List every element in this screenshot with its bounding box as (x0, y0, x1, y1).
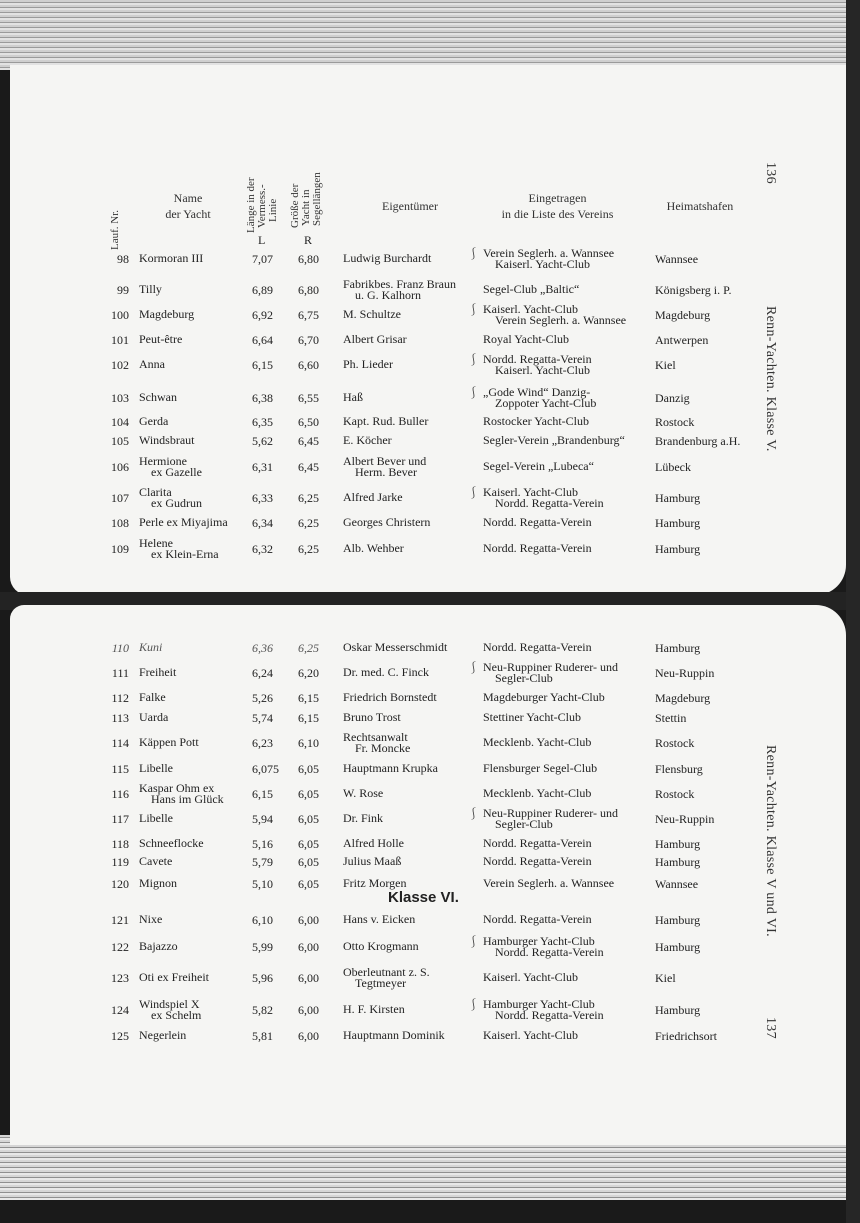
length-value: 5,81 (252, 1029, 273, 1043)
header-eingetragen-line1: Eingetragen (528, 191, 587, 205)
length-value: 5,82 (252, 1003, 273, 1017)
size-value: 6,15 (298, 711, 319, 725)
length-value: 5,79 (252, 855, 273, 869)
club-name: Nordd. Regatta-Verein (483, 836, 592, 850)
yacht-name: Libelle (139, 811, 173, 825)
size-value: 6,05 (298, 855, 319, 869)
page-number-137: 137 (763, 1017, 778, 1039)
owner-name: H. F. Kirsten (343, 1002, 405, 1016)
home-port: Hamburg (655, 837, 701, 851)
club-name: Nordd. Regatta-Verein (483, 515, 592, 529)
owner-name: Georges Christern (343, 515, 431, 529)
size-value: 6,10 (298, 736, 319, 750)
size-value: 6,25 (298, 516, 319, 530)
owner-name: Hauptmann Krupka (343, 761, 438, 775)
club-name (483, 387, 596, 409)
club-name: Mecklenb. Yacht-Club (483, 786, 592, 800)
yacht-name-line: Helene (139, 536, 173, 550)
row-number: 118 (111, 837, 129, 851)
club-name: Kaiserl. Yacht-Club (483, 1028, 578, 1042)
owner-name: Ludwig Burchardt (343, 251, 432, 265)
club-name (483, 808, 618, 830)
brace-icon: ⎰ (468, 936, 479, 948)
owner-name (343, 967, 430, 989)
page-number-136: 136 (763, 162, 778, 184)
club-name-line: Nordd. Regatta-Verein (495, 1008, 604, 1022)
yacht-name-line: ex Klein-Erna (151, 547, 219, 561)
size-value: 6,15 (298, 691, 319, 705)
club-name: Nordd. Regatta-Verein (483, 854, 592, 868)
row-number: 103 (111, 391, 129, 405)
yacht-name: Kormoran III (139, 251, 204, 265)
owner-name-line: Rechtsanwalt (343, 730, 408, 744)
row-number: 99 (117, 283, 129, 297)
length-value: 6,15 (252, 787, 273, 801)
header-name (148, 190, 228, 222)
club-name-line: Verein Seglerh. a. Wannsee (483, 246, 615, 260)
home-port: Königsberg i. P. (655, 283, 732, 297)
club-name: Mecklenb. Yacht-Club (483, 735, 592, 749)
header-laenge-1: Länge in der (245, 177, 257, 233)
club-name-line: Segler-Club (495, 817, 553, 831)
yacht-name: Bajazzo (139, 939, 178, 953)
size-value: 6,00 (298, 940, 319, 954)
home-port: Neu-Ruppin (655, 812, 715, 826)
home-port: Stettin (655, 711, 687, 725)
yacht-name-line: Hans im Glück (151, 792, 224, 806)
club-name: Segel-Verein „Lubeca“ (483, 459, 594, 473)
club-name-line: Kaiserl. Yacht-Club (495, 363, 590, 377)
length-value: 6,33 (252, 491, 273, 505)
club-name: Flensburger Segel-Club (483, 761, 598, 775)
yacht-name: Freiheit (139, 665, 177, 679)
size-value: 6,00 (298, 1003, 319, 1017)
owner-name: Otto Krogmann (343, 939, 419, 953)
header-eigentuemer: Eigentümer (382, 199, 438, 213)
side-title-136: Renn-Yachten. Klasse V. (763, 306, 778, 452)
club-name (483, 662, 618, 684)
brace-icon: ⎰ (468, 354, 479, 366)
header-R: R (304, 233, 313, 247)
yacht-name: Schwan (139, 390, 177, 404)
owner-name-line: Herm. Bever (355, 465, 417, 479)
club-name: Royal Yacht-Club (483, 332, 570, 346)
header-heimatshafen: Heimatshafen (666, 199, 734, 213)
home-port: Rostock (655, 736, 695, 750)
club-name-line: Kaiserl. Yacht-Club (483, 485, 578, 499)
owner-name-line: u. G. Kalhorn (355, 288, 421, 302)
home-port: Antwerpen (655, 333, 709, 347)
header-laenge-2: Vermess.- (256, 184, 268, 228)
header-name-line1: Name (173, 191, 203, 205)
row-number: 110 (111, 641, 129, 655)
club-name: Rostocker Yacht-Club (483, 414, 589, 428)
home-port: Magdeburg (655, 691, 711, 705)
header-groesse-3: Segellängen (311, 172, 323, 226)
owner-name: Friedrich Bornstedt (343, 690, 437, 704)
header-name-line2: der Yacht (165, 207, 211, 221)
yacht-name: Nixe (139, 912, 163, 926)
yacht-name: Peut-être (139, 332, 183, 346)
home-port: Brandenburg a.H. (655, 434, 741, 448)
owner-name: Ph. Lieder (343, 357, 393, 371)
owner-name: Hauptmann Dominik (343, 1028, 445, 1042)
row-number: 102 (111, 358, 129, 372)
length-value: 5,62 (252, 434, 273, 448)
length-value: 6,89 (252, 283, 273, 297)
yacht-name-line: ex Schelm (151, 1008, 202, 1022)
length-value: 6,35 (252, 415, 273, 429)
home-port: Hamburg (655, 516, 701, 530)
owner-name (343, 456, 426, 478)
home-port: Neu-Ruppin (655, 666, 715, 680)
home-port: Magdeburg (655, 308, 711, 322)
row-number: 104 (111, 415, 129, 429)
length-value: 5,96 (252, 971, 273, 985)
club-name-line: Hamburger Yacht-Club (483, 934, 595, 948)
club-name-line: Neu-Ruppiner Ruderer- und (483, 806, 619, 820)
home-port: Hamburg (655, 940, 701, 954)
club-name: Nordd. Regatta-Verein (483, 541, 592, 555)
row-number: 115 (111, 762, 129, 776)
section-title-klasse-vi: Klasse VI. (388, 889, 459, 906)
row-number: 120 (111, 877, 129, 891)
row-number: 111 (111, 666, 129, 680)
row-number: 116 (111, 787, 129, 801)
yacht-name (139, 538, 219, 560)
home-port: Hamburg (655, 913, 701, 927)
yacht-name-line: Clarita (139, 485, 172, 499)
yacht-name: Magdeburg (139, 307, 195, 321)
brace-icon: ⎰ (468, 999, 479, 1011)
brace-icon: ⎰ (468, 487, 479, 499)
yacht-name: Perle ex Miyajima (139, 515, 228, 529)
club-name (483, 304, 626, 326)
owner-name (343, 279, 456, 301)
size-value: 6,80 (298, 283, 319, 297)
club-name (483, 936, 604, 958)
yacht-name: Oti ex Freiheit (139, 970, 209, 984)
length-value: 5,74 (252, 711, 273, 725)
page-shadow-right (846, 0, 860, 1223)
size-value: 6,25 (298, 542, 319, 556)
length-value: 6,32 (252, 542, 273, 556)
home-port: Rostock (655, 415, 695, 429)
length-value: 5,26 (252, 691, 273, 705)
book-edge-top (0, 0, 860, 70)
yacht-name-line: ex Gazelle (151, 465, 202, 479)
header-groesse-2: Yacht in (300, 189, 312, 226)
yacht-name-line: ex Gudrun (151, 496, 202, 510)
size-value: 6,00 (298, 971, 319, 985)
row-number: 123 (111, 971, 129, 985)
owner-name: M. Schultze (343, 307, 401, 321)
owner-name: Albert Grisar (343, 332, 407, 346)
length-value: 5,99 (252, 940, 273, 954)
home-port: Friedrichsort (655, 1029, 717, 1043)
length-value: 6,36 (252, 641, 273, 655)
row-number: 124 (111, 1003, 129, 1017)
yacht-name: Uarda (139, 710, 169, 724)
home-port: Wannsee (655, 252, 699, 266)
owner-name-line: Albert Bever und (343, 454, 427, 468)
size-value: 6,05 (298, 787, 319, 801)
home-port: Flensburg (655, 762, 703, 776)
length-value: 5,94 (252, 812, 273, 826)
club-name: Nordd. Regatta-Verein (483, 640, 592, 654)
row-number: 112 (111, 691, 129, 705)
club-name-line: Neu-Ruppiner Ruderer- und (483, 660, 619, 674)
size-value: 6,05 (298, 812, 319, 826)
owner-name: Dr. med. C. Finck (343, 665, 429, 679)
size-value: 6,05 (298, 762, 319, 776)
header-laenge-3: Linie (267, 198, 279, 222)
club-name-line: Nordd. Regatta-Verein (495, 945, 604, 959)
yacht-name: Kuni (139, 640, 163, 654)
size-value: 6,75 (298, 308, 319, 322)
owner-name: Hans v. Eicken (343, 912, 416, 926)
size-value: 6,70 (298, 333, 319, 347)
yacht-name: Windsbraut (139, 433, 195, 447)
home-port: Lübeck (655, 460, 691, 474)
owner-name: Dr. Fink (343, 811, 384, 825)
row-number: 108 (111, 516, 129, 530)
yacht-name-line: Kaspar Ohm ex (139, 781, 215, 795)
length-value: 6,64 (252, 333, 273, 347)
size-value: 6,50 (298, 415, 319, 429)
brace-icon: ⎰ (468, 248, 479, 260)
home-port: Hamburg (655, 1003, 701, 1017)
header-lauf-nr: Lauf. Nr. (109, 209, 121, 250)
size-value: 6,00 (298, 1029, 319, 1043)
length-value: 6,24 (252, 666, 273, 680)
club-name (483, 487, 604, 509)
length-value: 6,92 (252, 308, 273, 322)
club-name: Segler-Verein „Brandenburg“ (483, 433, 625, 447)
row-number: 105 (111, 434, 129, 448)
row-number: 109 (111, 542, 129, 556)
owner-name-line: Tegtmeyer (355, 976, 407, 990)
row-number: 100 (111, 308, 129, 322)
owner-name-line: Fabrikbes. Franz Braun (343, 277, 456, 291)
owner-name: Haß (343, 390, 363, 404)
size-value: 6,55 (298, 391, 319, 405)
brace-icon: ⎰ (468, 662, 479, 674)
home-port: Rostock (655, 787, 695, 801)
length-value: 6,10 (252, 913, 273, 927)
owner-name: Alfred Jarke (343, 490, 403, 504)
length-value: 6,23 (252, 736, 273, 750)
size-value: 6,45 (298, 460, 319, 474)
home-port: Hamburg (655, 855, 701, 869)
home-port: Hamburg (655, 641, 701, 655)
owner-name: Alb. Wehber (343, 541, 404, 555)
home-port: Wannsee (655, 877, 699, 891)
club-name-line: Verein Seglerh. a. Wannsee (495, 313, 627, 327)
length-value: 6,075 (252, 762, 279, 776)
brace-icon: ⎰ (468, 304, 479, 316)
size-value: 6,80 (298, 252, 319, 266)
length-value: 6,15 (252, 358, 273, 372)
club-name-line: Nordd. Regatta-Verein (483, 352, 592, 366)
row-number: 121 (111, 913, 129, 927)
club-name-line: Nordd. Regatta-Verein (495, 496, 604, 510)
home-port: Danzig (655, 391, 690, 405)
yacht-name: Falke (139, 690, 166, 704)
yacht-name: Anna (139, 357, 165, 371)
owner-name: Kapt. Rud. Buller (343, 414, 429, 428)
club-name-line: Segler-Club (495, 671, 553, 685)
owner-name: Julius Maaß (343, 854, 402, 868)
row-number: 98 (117, 252, 129, 266)
size-value: 6,60 (298, 358, 319, 372)
row-number: 106 (111, 460, 129, 474)
yacht-name: Mignon (139, 876, 178, 890)
size-value: 6,45 (298, 434, 319, 448)
length-value: 6,31 (252, 460, 273, 474)
header-L: L (258, 233, 266, 247)
size-value: 6,05 (298, 837, 319, 851)
yacht-name: Cavete (139, 854, 173, 868)
club-name-line: Kaiserl. Yacht-Club (483, 302, 578, 316)
row-number: 122 (111, 940, 129, 954)
owner-name (343, 732, 410, 754)
club-name-line: Kaiserl. Yacht-Club (495, 257, 590, 271)
owner-name: Bruno Trost (343, 710, 401, 724)
row-number: 119 (111, 855, 129, 869)
yacht-name: Tilly (139, 282, 162, 296)
row-number: 117 (111, 812, 129, 826)
size-value: 6,05 (298, 877, 319, 891)
row-number: 101 (111, 333, 129, 347)
length-value: 5,10 (252, 877, 273, 891)
club-name (483, 248, 614, 270)
owner-name: W. Rose (343, 786, 384, 800)
club-name: Segel-Club „Baltic“ (483, 282, 580, 296)
club-name-line: „Gode Wind“ Danzig- (483, 385, 591, 399)
page-137 (10, 605, 846, 1145)
length-value: 6,38 (252, 391, 273, 405)
club-name: Stettiner Yacht-Club (483, 710, 581, 724)
owner-name-line: Fr. Moncke (355, 741, 411, 755)
home-port: Hamburg (655, 542, 701, 556)
club-name-line: Zoppoter Yacht-Club (495, 396, 597, 410)
home-port: Kiel (655, 358, 676, 372)
yacht-name (139, 487, 202, 509)
length-value: 7,07 (252, 252, 273, 266)
header-eingetragen-line2: in die Liste des Vereins (501, 207, 614, 221)
yacht-name: Käppen Pott (139, 735, 199, 749)
club-name: Kaiserl. Yacht-Club (483, 970, 578, 984)
home-port: Kiel (655, 971, 676, 985)
club-name (483, 354, 592, 376)
length-value: 6,34 (252, 516, 273, 530)
owner-name: E. Köcher (343, 433, 392, 447)
yacht-name: Negerlein (139, 1028, 187, 1042)
size-value: 6,25 (298, 491, 319, 505)
club-name-line: Hamburger Yacht-Club (483, 997, 595, 1011)
header-eingetragen (480, 190, 635, 222)
owner-name: Oskar Messerschmidt (343, 640, 448, 654)
yacht-name (139, 456, 202, 478)
yacht-name (139, 999, 201, 1021)
row-number: 125 (111, 1029, 129, 1043)
club-name (483, 999, 604, 1021)
row-number: 113 (111, 711, 129, 725)
yacht-name-line: Hermione (139, 454, 187, 468)
yacht-name: Schneeflocke (139, 836, 204, 850)
yacht-name-line: Windspiel X (139, 997, 200, 1011)
owner-name: Alfred Holle (343, 836, 404, 850)
row-number: 107 (111, 491, 129, 505)
brace-icon: ⎰ (468, 387, 479, 399)
size-value: 6,20 (298, 666, 319, 680)
yacht-name: Libelle (139, 761, 173, 775)
side-title-137: Renn-Yachten. Klasse V und VI. (763, 745, 778, 937)
size-value: 6,25 (298, 641, 319, 655)
home-port: Hamburg (655, 491, 701, 505)
yacht-name: Gerda (139, 414, 169, 428)
row-number: 114 (111, 736, 129, 750)
club-name: Magdeburger Yacht-Club (483, 690, 605, 704)
club-name: Nordd. Regatta-Verein (483, 912, 592, 926)
owner-name-line: Oberleutnant z. S. (343, 965, 430, 979)
brace-icon: ⎰ (468, 808, 479, 820)
size-value: 6,00 (298, 913, 319, 927)
yacht-name (139, 783, 224, 805)
club-name: Verein Seglerh. a. Wannsee (483, 876, 615, 890)
header-groesse-1: Größe der (289, 183, 301, 228)
length-value: 5,16 (252, 837, 273, 851)
owner-name: Fritz Morgen (343, 876, 407, 890)
